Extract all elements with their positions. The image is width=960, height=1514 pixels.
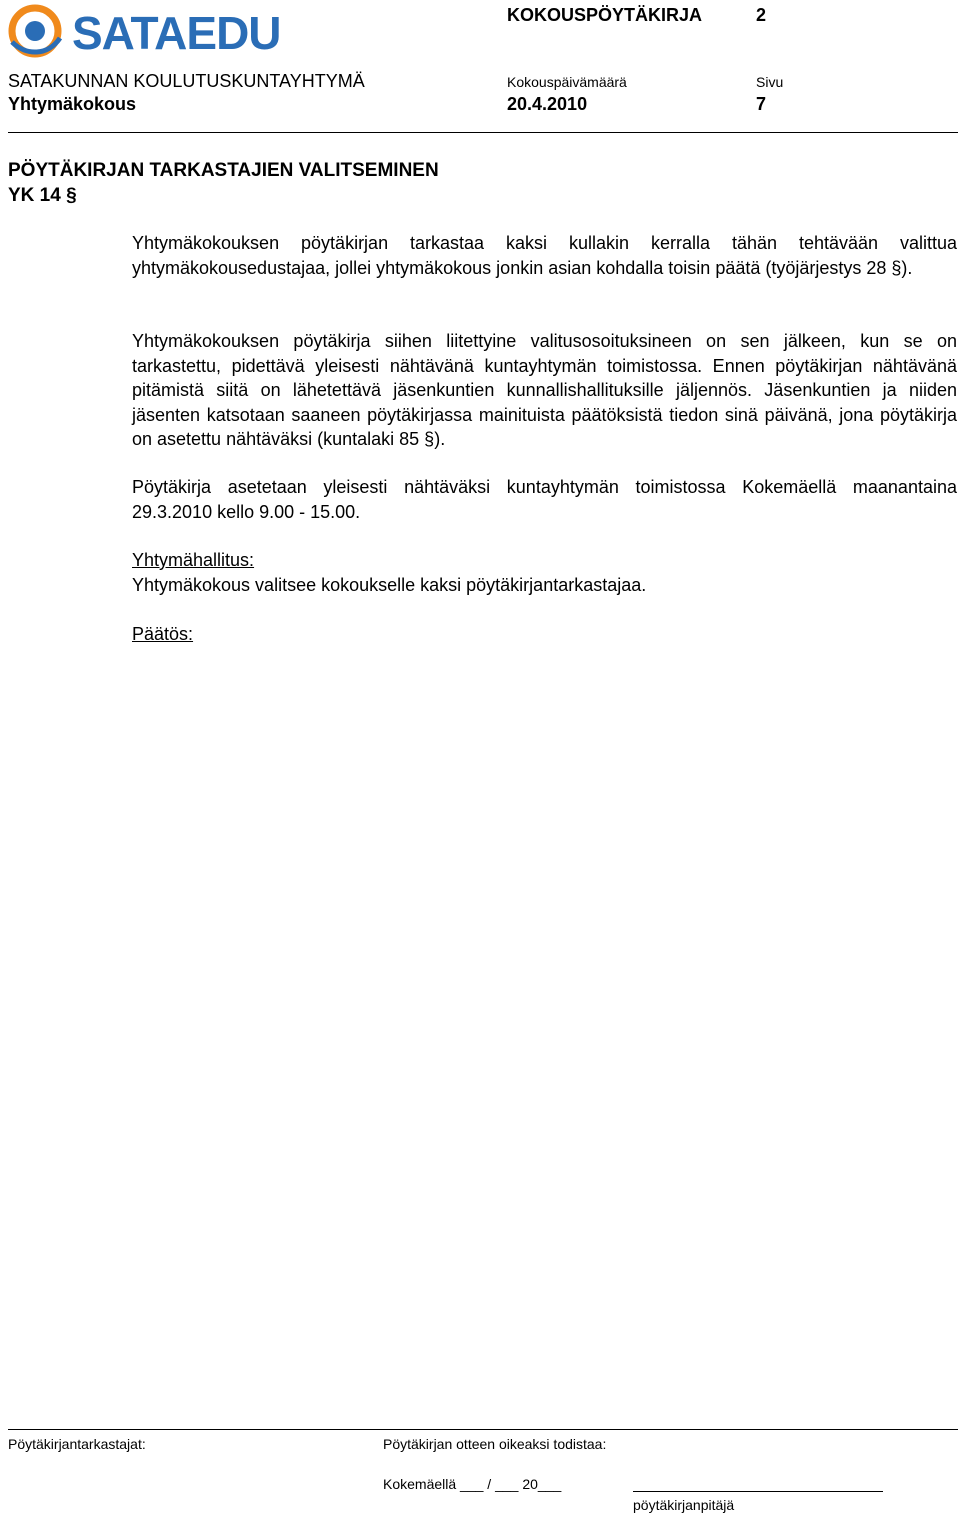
paragraph-public-display: Yhtymäkokouksen pöytäkirja siihen liitettyine valitusosoituksineen on sen jälkeen, kun se on tarkastettu, pidettävä yleisesti nähtävänä kuntayhtymän toimistossa. Ennen pöytäkirjan nähtävänä pitämistä siitä on lähetettävä jäsenkuntien kunnallishallituksille jäljennös. Jäsenkuntien ja niiden jäsenten katsotaan saaneen pöytäkirjassa mainituista päätöksistä tiedon sinä päivänä, jona pöytäkirja on asetettu nähtäväksi (kuntalaki 85 §). xyxy=(132,331,957,449)
signature-line xyxy=(633,1491,883,1492)
secretary-label: pöytäkirjanpitäjä xyxy=(633,1497,735,1513)
board-heading: Yhtymähallitus: xyxy=(132,550,255,570)
place-date-line: Kokemäellä ___ / ___ 20___ xyxy=(383,1476,562,1492)
sataedu-logo xyxy=(8,2,281,60)
decision-heading: Päätös: xyxy=(132,624,194,644)
logo-wordmark: SATAEDU xyxy=(72,7,281,59)
footer-divider xyxy=(8,1429,958,1430)
meeting-date-label: Kokouspäivämäärä xyxy=(507,74,627,90)
organization-name: SATAKUNNAN KOULUTUSKUNTAYHTYMÄ xyxy=(8,71,365,91)
paragraph-reviewers-rule: Yhtymäkokouksen pöytäkirjan tarkastaa kaksi kullakin kerralla tähän tehtävään valittua yhtymäkokousedustajaa, jollei yhtymäkokous jonkin asian kohdalla toisin päätä (työjärjestys 28 §). xyxy=(132,233,957,278)
meeting-name: Yhtymäkokous xyxy=(8,94,137,114)
certified-label: Pöytäkirjan otteen oikeaksi todistaa: xyxy=(383,1436,607,1452)
sataedu-logo-mark xyxy=(8,2,68,60)
board-proposal: Yhtymäkokous valitsee kokoukselle kaksi pöytäkirjantarkastajaa. xyxy=(132,575,647,595)
paragraph-display-time: Pöytäkirja asetetaan yleisesti nähtäväksi kuntayhtymän toimistossa Kokemäellä maanantaina 29.3.2010 kello 9.00 - 15.00. xyxy=(132,477,957,522)
section-code: YK 14 § xyxy=(8,185,77,206)
checkers-label: Pöytäkirjantarkastajat: xyxy=(8,1436,146,1452)
document-number: 2 xyxy=(756,5,767,25)
section-title: PÖYTÄKIRJAN TARKASTAJIEN VALITSEMINEN xyxy=(8,160,439,181)
page-number: 7 xyxy=(756,94,767,114)
header-divider xyxy=(8,132,958,133)
document-type: KOKOUSPÖYTÄKIRJA xyxy=(507,5,703,25)
page-label: Sivu xyxy=(756,74,784,90)
meeting-date: 20.4.2010 xyxy=(507,94,588,114)
